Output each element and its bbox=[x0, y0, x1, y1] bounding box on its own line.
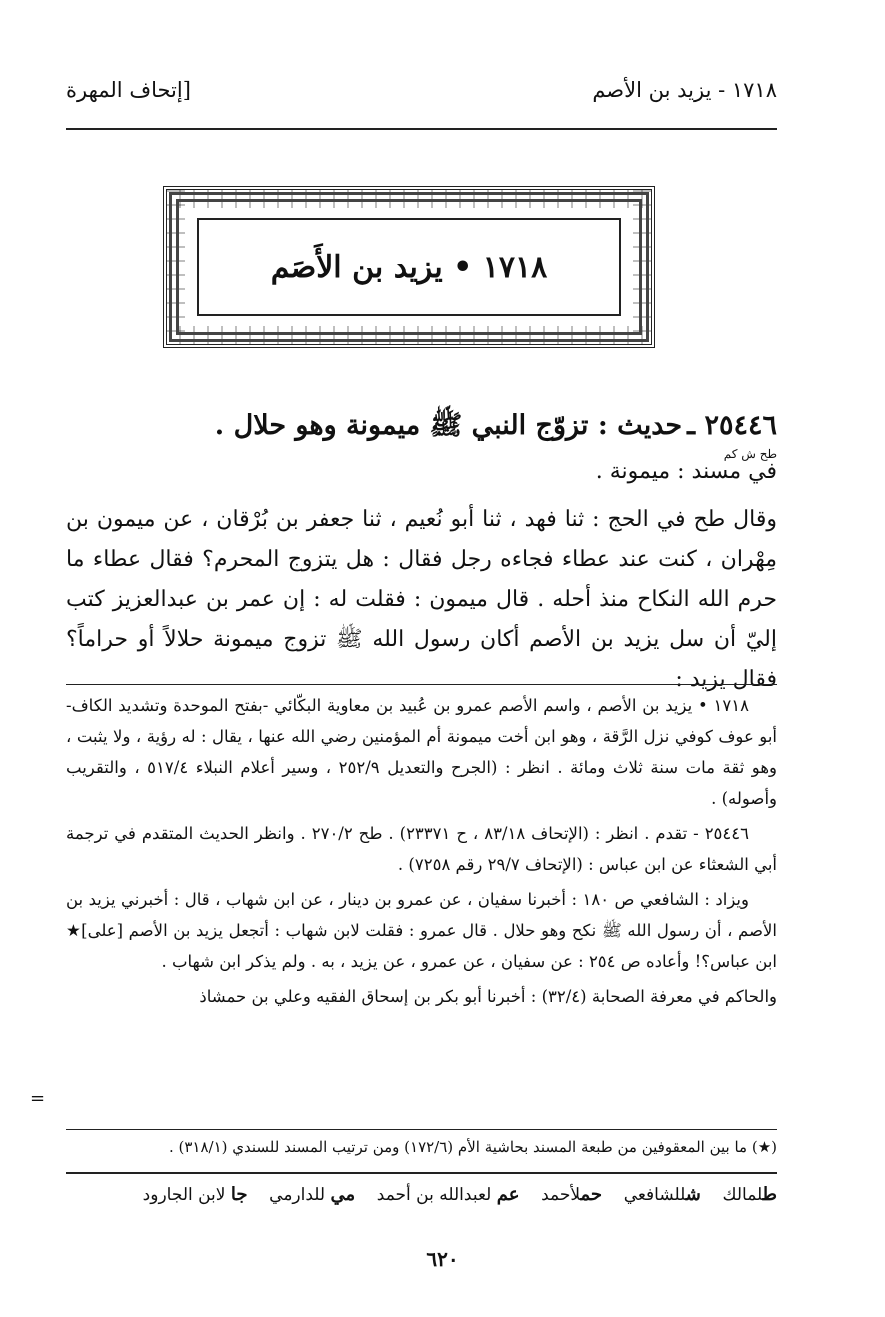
main-text: وقال طح في الحج : ثنا فهد ، ثنا أبو نُعيم ، ثنا جعفر بن بُرْقان ، عن ميمون بن مِهْران ، كنت عند عطاء فجاءه رجل فقال : هل يتزوج المحرم؟ فقال عطاء ما حرم الله النكاح منذ أحله . قال ميمون : فقلت له : إن عمر بن عبدالعزيز كتب إليّ أن سل يزيد بن الأصم أكان رسول الله ﷺ تزوج ميمونة حلالاً أو حراماً؟ فقال يزيد : bbox=[66, 507, 778, 692]
sigla-legend bbox=[66, 1184, 777, 1205]
star-footnote: (★) ما بين المعقوفين من طبعة المسند بحاشية الأم (١٧٢/٦) ومن ترتيب المسند للسندي (٣١٨/١) . bbox=[168, 1138, 777, 1156]
footnote-addition: ويزاد : الشافعي ص ١٨٠ : أخبرنا سفيان ، عن عمرو بن دينار ، عن ابن شهاب ، قال : أخبرني يزيد بن الأصم ، أن رسول الله ﷺ نكح وهو حلال . قال عمرو : فقلت لابن شهاب : أتجعل يزيد بن الأصم [على]★ ابن عباس؟! وأعاده ص ٢٥٤ : عن سفيان ، عن عمرو ، عن يزيد ، به . ولم يذكر ابن شهاب . bbox=[66, 890, 777, 971]
legend-text: لعبدالله بن أحمد bbox=[376, 1185, 492, 1205]
legend-code: عم bbox=[496, 1184, 520, 1205]
footnote-hadith-ref: ٢٥٤٤٦ - تقدم . انظر : (الإتحاف ٨٣/١٨ ، ح ٢٣٣٧١) . طح ٢٧٠/٢ . وانظر الحديث المتقدم في ترجمة أبي الشعثاء عن ابن عباس : (الإتحاف ٢٩/٧ رقم ٧٢٥٨) . bbox=[66, 824, 777, 874]
footnote-separator bbox=[66, 684, 777, 685]
entry-title: ١٧١٨ • يزيد بن الأَصَم bbox=[270, 249, 548, 285]
legend-text: للشافعي bbox=[623, 1185, 686, 1205]
legend-code: مي bbox=[330, 1184, 356, 1205]
legend-text: لمالك bbox=[722, 1185, 763, 1205]
header-chapter-title: ١٧١٨ - يزيد بن الأصم bbox=[592, 78, 777, 102]
legend-separator bbox=[66, 1172, 777, 1174]
source-sigla: طح ش كم bbox=[723, 447, 777, 461]
hadith-number: ٢٥٤٤٦ ـ bbox=[687, 410, 777, 441]
legend-code: ط bbox=[762, 1184, 777, 1205]
legend-text: للدارمي bbox=[269, 1185, 326, 1205]
hadith-source: في مسند : ميمونة . bbox=[595, 459, 777, 484]
hadith-title: حديث : تزوّج النبي ﷺ ميمونة وهو حلال . bbox=[214, 410, 683, 441]
title-box bbox=[197, 218, 621, 316]
running-header bbox=[66, 78, 777, 118]
hadith-heading bbox=[90, 408, 777, 448]
legend-code: ش bbox=[685, 1184, 701, 1205]
footnote-narrator-bio: ١٧١٨ • يزيد بن الأصم ، واسم الأصم عمرو بن عُبيد بن معاوية البكّائي -بفتح الموحدة وتشديد الكاف- أبو عوف كوفي نزل الرَّقة ، وهو ابن أخت ميمونة أم المؤمنين رضي الله عنها ، يقال : له رؤية ، ولا يثبت ، وهو ثقة مات سنة ثلاث ومائة . انظر : (الجرح والتعديل ٢٥٢/٩ ، وسير أعلام النبلاء ٥١٧/٤ ، والتقريب وأصوله) . bbox=[66, 696, 777, 808]
page-number: ٦٢٠ bbox=[426, 1247, 459, 1271]
ornamental-title-frame bbox=[163, 186, 655, 348]
continuation-mark: = bbox=[30, 1088, 46, 1109]
legend-code: جا bbox=[230, 1184, 248, 1205]
footnotes bbox=[66, 690, 777, 1016]
footnote-hakim: والحاكم في معرفة الصحابة (٣٢/٤) : أخبرنا أبو بكر بن إسحاق الفقيه وعلي بن حمشاذ bbox=[199, 987, 777, 1006]
legend-text: لأحمد bbox=[541, 1185, 581, 1205]
star-note-separator bbox=[66, 1129, 777, 1130]
header-rule bbox=[66, 128, 777, 130]
legend-text: لابن الجارود bbox=[142, 1185, 226, 1205]
header-book-title: [إتحاف المهرة bbox=[66, 78, 191, 102]
legend-code: حم bbox=[580, 1184, 603, 1205]
